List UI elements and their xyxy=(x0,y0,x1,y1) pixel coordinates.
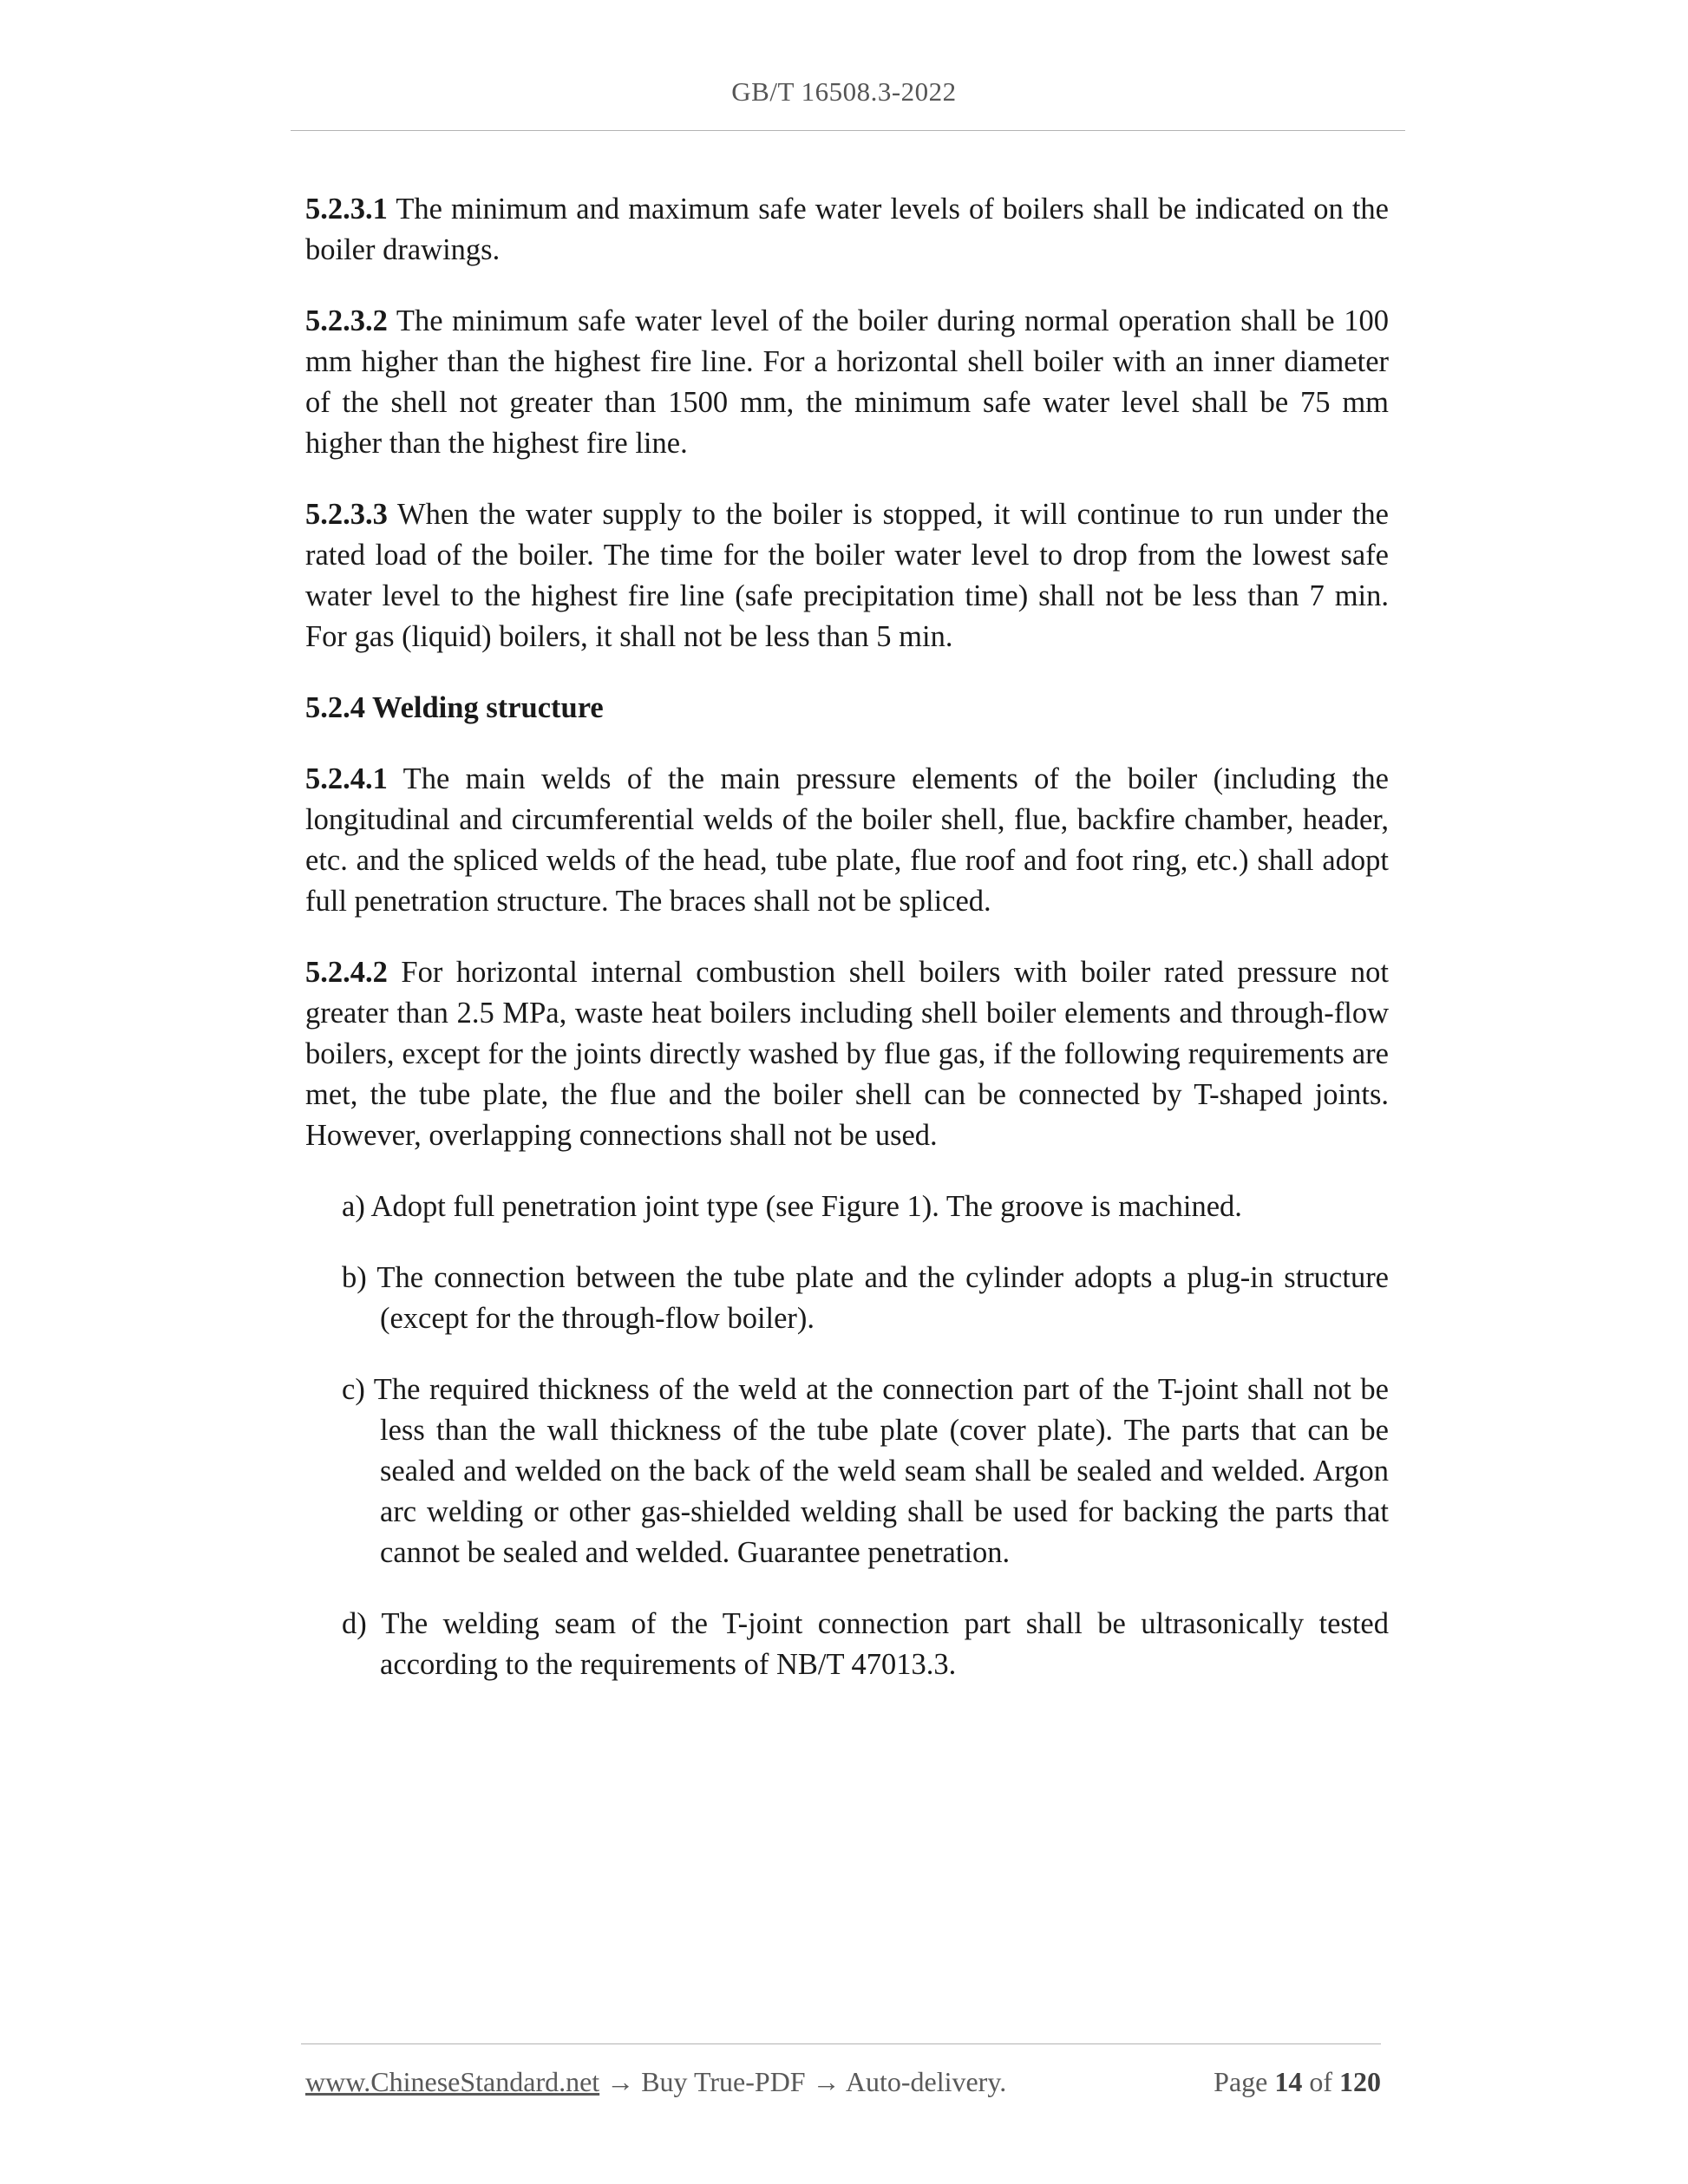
page-indicator xyxy=(1214,2066,1381,2098)
arrow-right-icon: → xyxy=(606,2066,635,2097)
page-label: Page xyxy=(1214,2066,1268,2097)
clause-number: 5.2.4.1 xyxy=(305,762,388,795)
clause-text: The minimum and maximum safe water levels of boilers shall be indicated on the boiler drawings. xyxy=(305,193,1389,266)
buy-true-pdf-text: Buy True-PDF xyxy=(641,2066,806,2097)
clause-number: 5.2.4.2 xyxy=(305,956,388,989)
page-total: 120 xyxy=(1339,2066,1381,2097)
clause-5-2-3-3 xyxy=(305,494,1389,657)
clause-5-2-4-2 xyxy=(305,952,1389,1156)
clause-number: 5.2.3.2 xyxy=(305,304,388,337)
document-header: GB/T 16508.3-2022 xyxy=(731,76,957,107)
footer-promo xyxy=(305,2066,1006,2098)
clause-5-2-4-1 xyxy=(305,759,1389,922)
header-divider xyxy=(291,130,1405,131)
clause-5-2-3-2 xyxy=(305,301,1389,464)
clause-number: 5.2.3.1 xyxy=(305,193,388,226)
document-body xyxy=(305,189,1389,1716)
of-label: of xyxy=(1309,2066,1332,2097)
list-item-a: a) Adopt full penetration joint type (see Figure 1). The groove is machined. xyxy=(342,1190,1242,1223)
clause-5-2-3-1 xyxy=(305,189,1389,271)
clause-number: 5.2.3.3 xyxy=(305,498,388,531)
section-heading-5-2-4: 5.2.4 Welding structure xyxy=(305,691,604,724)
list-item-d: d) The welding seam of the T-joint connection part shall be ultrasonically tested according to the requirements of NB/T 47013.3. xyxy=(342,1607,1389,1681)
page-number: 14 xyxy=(1274,2066,1303,2097)
clause-text: For horizontal internal combustion shell boilers with boiler rated pressure not greater than 2.5 MPa, waste heat boilers including shell boiler elements and through-flow boilers, except for the joints directly washed by flue gas, if the following requirements are met, the tube plate, the flue and the boiler shell can be connected by T-shaped joints. However, overlapping connections shall not be used. xyxy=(305,956,1389,1152)
arrow-right-icon: → xyxy=(812,2066,841,2097)
clause-text: The main welds of the main pressure elements of the boiler (including the longitudinal and circumferential welds of the boiler shell, flue, backfire chamber, header, etc. and the spliced welds of the head, tube plate, flue roof and foot ring, etc.) shall adopt full penetration structure. The braces shall not be spliced. xyxy=(305,762,1389,918)
list-item-b: b) The connection between the tube plate and the cylinder adopts a plug-in structure (except for the through-flow boiler). xyxy=(342,1261,1389,1335)
website-link[interactable]: www.ChineseStandard.net xyxy=(305,2066,600,2097)
footer-divider xyxy=(301,2043,1381,2044)
auto-delivery-text: Auto-delivery. xyxy=(845,2066,1007,2097)
list-item-c: c) The required thickness of the weld at the connection part of the T-joint shall not be less than the wall thickness of the tube plate (cover plate). The parts that can be sealed and welded on the back of the weld seam shall be sealed and welded. Argon arc welding or other gas-shielded welding shall be used for backing the parts that cannot be sealed and welded. Guarantee penetration. xyxy=(342,1373,1389,1569)
clause-text: When the water supply to the boiler is stopped, it will continue to run under the rated load of the boiler. The time for the boiler water level to drop from the lowest safe water level to the highest fire line (safe precipitation time) shall not be less than 7 min. For gas (liquid) boilers, it shall not be less than 5 min. xyxy=(305,498,1389,653)
clause-text: The minimum safe water level of the boiler during normal operation shall be 100 mm higher than the highest fire line. For a horizontal shell boiler with an inner diameter of the shell not greater than 1500 mm, the minimum safe water level shall be 75 mm higher than the highest fire line. xyxy=(305,304,1389,460)
